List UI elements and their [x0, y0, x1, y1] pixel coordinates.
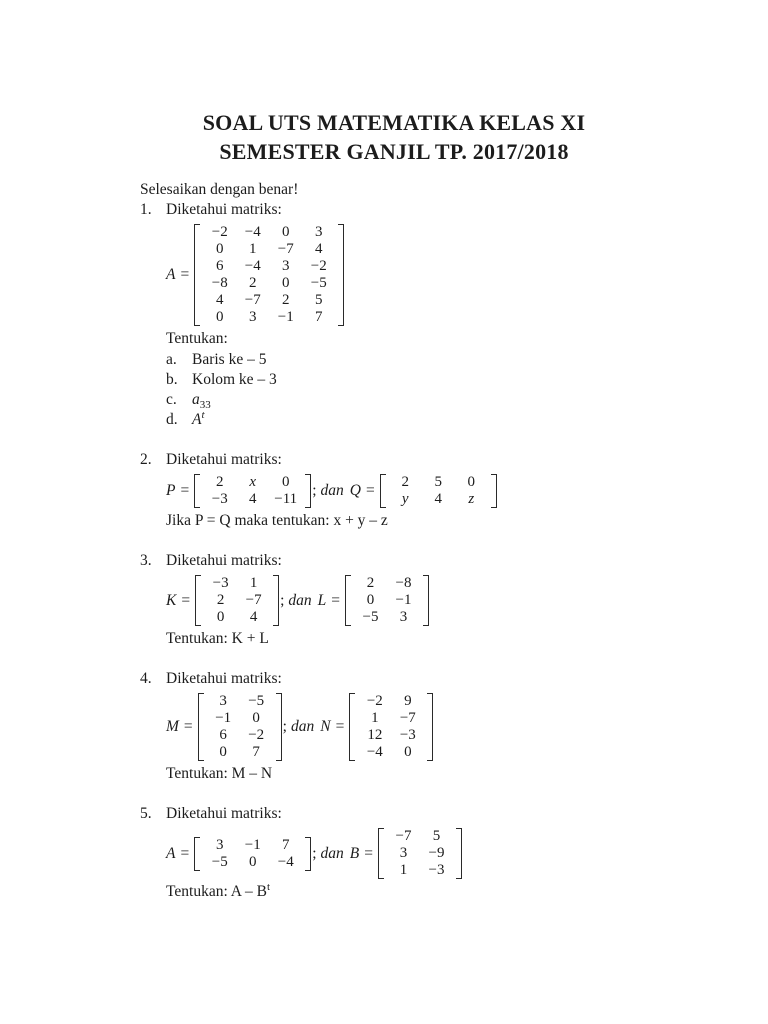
- matrix-cell: −7: [399, 710, 416, 726]
- matrix-name: P: [166, 482, 176, 499]
- matrix-cell: −1: [244, 836, 261, 853]
- matrix-cell: 0: [219, 744, 227, 760]
- matrix-cell: 5: [434, 474, 442, 490]
- matrix-cell: −9: [428, 845, 445, 861]
- matrix-cell: −8: [395, 575, 412, 591]
- matrix-K: [195, 574, 279, 627]
- list-item-c: [166, 390, 648, 410]
- sub-question-list: [166, 350, 648, 430]
- matrix-cell: 3: [314, 224, 323, 240]
- matrix-grid: [355, 692, 427, 762]
- page-title: [140, 108, 648, 166]
- bracket-right: [423, 575, 429, 626]
- question-1: [140, 200, 648, 430]
- matrix-M: [198, 692, 282, 762]
- matrix-cell: −7: [277, 241, 294, 257]
- tentukan-label: Tentukan:: [166, 330, 228, 347]
- matrix-cell: −3: [211, 491, 228, 507]
- question-number: 3.: [140, 552, 152, 569]
- question-4: [140, 669, 648, 784]
- matrix-cell: 3: [219, 693, 227, 709]
- question-number: 2.: [140, 451, 152, 468]
- matrix-cell: 5: [432, 828, 441, 844]
- matrix-cell: 0: [216, 609, 225, 625]
- matrix-cell: −5: [310, 275, 327, 291]
- matrix-cell: y: [401, 491, 409, 507]
- question-5: [140, 804, 648, 902]
- matrix-Q: [380, 473, 497, 509]
- bracket-right: [338, 224, 344, 326]
- item-text: Kolom ke – 3: [192, 371, 277, 388]
- matrix-cell: 2: [401, 474, 409, 490]
- matrix-equation-4: [166, 692, 648, 762]
- matrix-grid: [201, 574, 273, 627]
- matrix-cell: 4: [215, 292, 224, 308]
- item-letter: c.: [166, 391, 177, 408]
- matrix-cell: 6: [219, 727, 227, 743]
- matrix-cell: −3: [428, 862, 445, 878]
- matrix-name: L: [317, 591, 327, 609]
- matrix-cell: 2: [248, 275, 257, 291]
- matrix-cell: −3: [399, 727, 416, 743]
- matrix-name: N: [320, 718, 331, 735]
- task-text: Tentukan: M – N: [166, 765, 273, 782]
- question-prompt: Diketahui matriks:: [166, 670, 282, 687]
- task-text: Tentukan: A – $B^t$: [166, 880, 271, 900]
- matrix-cell: −5: [248, 693, 265, 709]
- matrix-cell: −8: [211, 275, 228, 291]
- item-text: Baris ke – 5: [192, 351, 267, 368]
- task-text: Tentukan: K + L: [166, 630, 269, 647]
- question-3: [140, 551, 648, 649]
- matrix-cell: 3: [399, 609, 408, 625]
- question-prompt: Diketahui matriks:: [166, 805, 282, 822]
- item-letter: d.: [166, 411, 178, 428]
- matrix-name: K: [166, 591, 177, 609]
- matrix-equation-2: [166, 473, 648, 509]
- matrix-equation-1: [166, 223, 648, 327]
- separator: ; dan: [312, 844, 344, 862]
- equals-sign: =: [181, 591, 191, 609]
- matrix-cell: 6: [215, 258, 224, 274]
- matrix-cell: 0: [467, 474, 475, 490]
- item-letter: b.: [166, 371, 178, 388]
- matrix-grid: [384, 827, 456, 880]
- question-prompt: Diketahui matriks:: [166, 552, 282, 569]
- task-text: Jika P = Q maka tentukan: x + y – z: [166, 512, 388, 529]
- bracket-right: [305, 837, 311, 871]
- equals-sign: =: [364, 844, 373, 862]
- matrix-cell: 2: [366, 575, 375, 591]
- equals-sign: =: [180, 844, 190, 862]
- equals-sign: =: [335, 718, 345, 735]
- matrix-grid: [200, 836, 305, 872]
- question-prompt: Diketahui matriks:: [166, 201, 282, 218]
- matrix-B: [378, 827, 462, 880]
- matrix-cell: −7: [245, 592, 262, 608]
- matrix-cell: 2: [281, 292, 290, 308]
- question-2: [140, 450, 648, 531]
- matrix-cell: −2: [310, 258, 327, 274]
- matrix-cell: 4: [249, 609, 258, 625]
- bracket-right: [491, 474, 497, 508]
- matrix-cell: 3: [399, 845, 408, 861]
- matrix-L: [345, 574, 429, 627]
- bracket-right: [456, 828, 462, 879]
- matrix-cell: −7: [395, 828, 412, 844]
- matrix-cell: −2: [211, 224, 228, 240]
- equals-sign: =: [183, 718, 193, 735]
- matrix-cell: 3: [248, 309, 257, 325]
- matrix-name: B: [349, 844, 360, 862]
- question-number: 4.: [140, 670, 152, 687]
- question-prompt: Diketahui matriks:: [166, 451, 282, 468]
- equals-sign: =: [365, 482, 375, 499]
- matrix-cell: 1: [248, 241, 257, 257]
- bracket-right: [273, 575, 279, 626]
- matrix-cell: −4: [277, 853, 294, 870]
- matrix-cell: −11: [274, 491, 298, 507]
- matrix-grid: [386, 473, 491, 509]
- matrix-cell: −5: [362, 609, 379, 625]
- matrix-N: [349, 692, 433, 762]
- matrix-cell: 0: [404, 744, 412, 760]
- matrix-cell: 4: [314, 241, 323, 257]
- matrix-cell: 0: [248, 853, 257, 870]
- matrix-cell: 0: [215, 309, 224, 325]
- matrix-cell: 12: [367, 727, 383, 743]
- matrix-cell: 5: [314, 292, 323, 308]
- matrix-cell: 4: [248, 491, 257, 507]
- matrix-cell: 7: [281, 836, 290, 853]
- matrix-P: [194, 473, 311, 509]
- matrix-cell: 4: [434, 491, 442, 507]
- matrix-cell: −3: [212, 575, 229, 591]
- intro-text: Selesaikan dengan benar!: [140, 181, 299, 198]
- matrix-cell: −1: [277, 309, 294, 325]
- bracket-right: [305, 474, 311, 508]
- matrix-cell: 0: [281, 275, 290, 291]
- matrix-cell: 1: [249, 575, 258, 591]
- matrix-cell: 1: [399, 862, 408, 878]
- matrix-A2: [194, 836, 311, 872]
- matrix-cell: −2: [366, 693, 383, 709]
- bracket-right: [276, 693, 282, 761]
- matrix-cell: 0: [215, 241, 224, 257]
- matrix-grid: [200, 223, 338, 327]
- matrix-cell: 7: [314, 309, 323, 325]
- matrix-grid: [351, 574, 423, 627]
- matrix-cell: −5: [211, 853, 228, 870]
- matrix-cell: 2: [215, 474, 224, 490]
- matrix-equation-3: [166, 574, 648, 627]
- question-number: 5.: [140, 805, 152, 822]
- list-item-b: [166, 370, 648, 390]
- matrix-cell: −2: [248, 727, 265, 743]
- matrix-cell: 0: [366, 592, 375, 608]
- matrix-cell: −1: [215, 710, 232, 726]
- question-number: 1.: [140, 201, 152, 218]
- title-line-1: SOAL UTS MATEMATIKA KELAS XI: [202, 110, 586, 135]
- item-text: $a_{33}$: [192, 391, 211, 412]
- matrix-cell: 0: [281, 474, 290, 490]
- matrix-cell: −4: [244, 224, 261, 240]
- matrix-cell: 3: [215, 836, 224, 853]
- list-item-a: [166, 350, 648, 370]
- matrix-name: M: [166, 718, 179, 735]
- title-line-2: SEMESTER GANJIL TP. 2017/2018: [219, 139, 569, 164]
- equals-sign: =: [180, 482, 190, 499]
- equals-sign: =: [180, 266, 190, 283]
- matrix-name: A: [166, 266, 176, 283]
- matrix-equation-5: [166, 827, 648, 880]
- matrix-cell: 1: [371, 710, 379, 726]
- matrix-cell: 0: [281, 224, 290, 240]
- matrix-cell: z: [468, 491, 475, 507]
- matrix-name: Q: [349, 482, 361, 499]
- item-text: $A^t$: [192, 408, 205, 428]
- matrix-cell: −7: [244, 292, 261, 308]
- matrix-cell: −4: [244, 258, 261, 274]
- matrix-cell: 0: [252, 710, 260, 726]
- item-letter: a.: [166, 351, 177, 368]
- matrix-cell: 3: [281, 258, 290, 274]
- bracket-right: [427, 693, 433, 761]
- matrix-cell: 7: [252, 744, 260, 760]
- matrix-name: A: [166, 844, 176, 862]
- list-item-d: [166, 410, 648, 430]
- matrix-grid: [204, 692, 276, 762]
- matrix-cell: 2: [216, 592, 225, 608]
- matrix-cell: x: [249, 474, 257, 490]
- matrix-grid: [200, 473, 305, 509]
- separator: ; dan: [280, 591, 312, 609]
- matrix-cell: −4: [366, 744, 383, 760]
- matrix-cell: −1: [395, 592, 412, 608]
- separator: ; dan: [282, 718, 315, 735]
- equals-sign: =: [331, 591, 341, 609]
- separator: ; dan: [312, 482, 344, 499]
- matrix-A: [194, 223, 344, 327]
- matrix-cell: 9: [404, 693, 412, 709]
